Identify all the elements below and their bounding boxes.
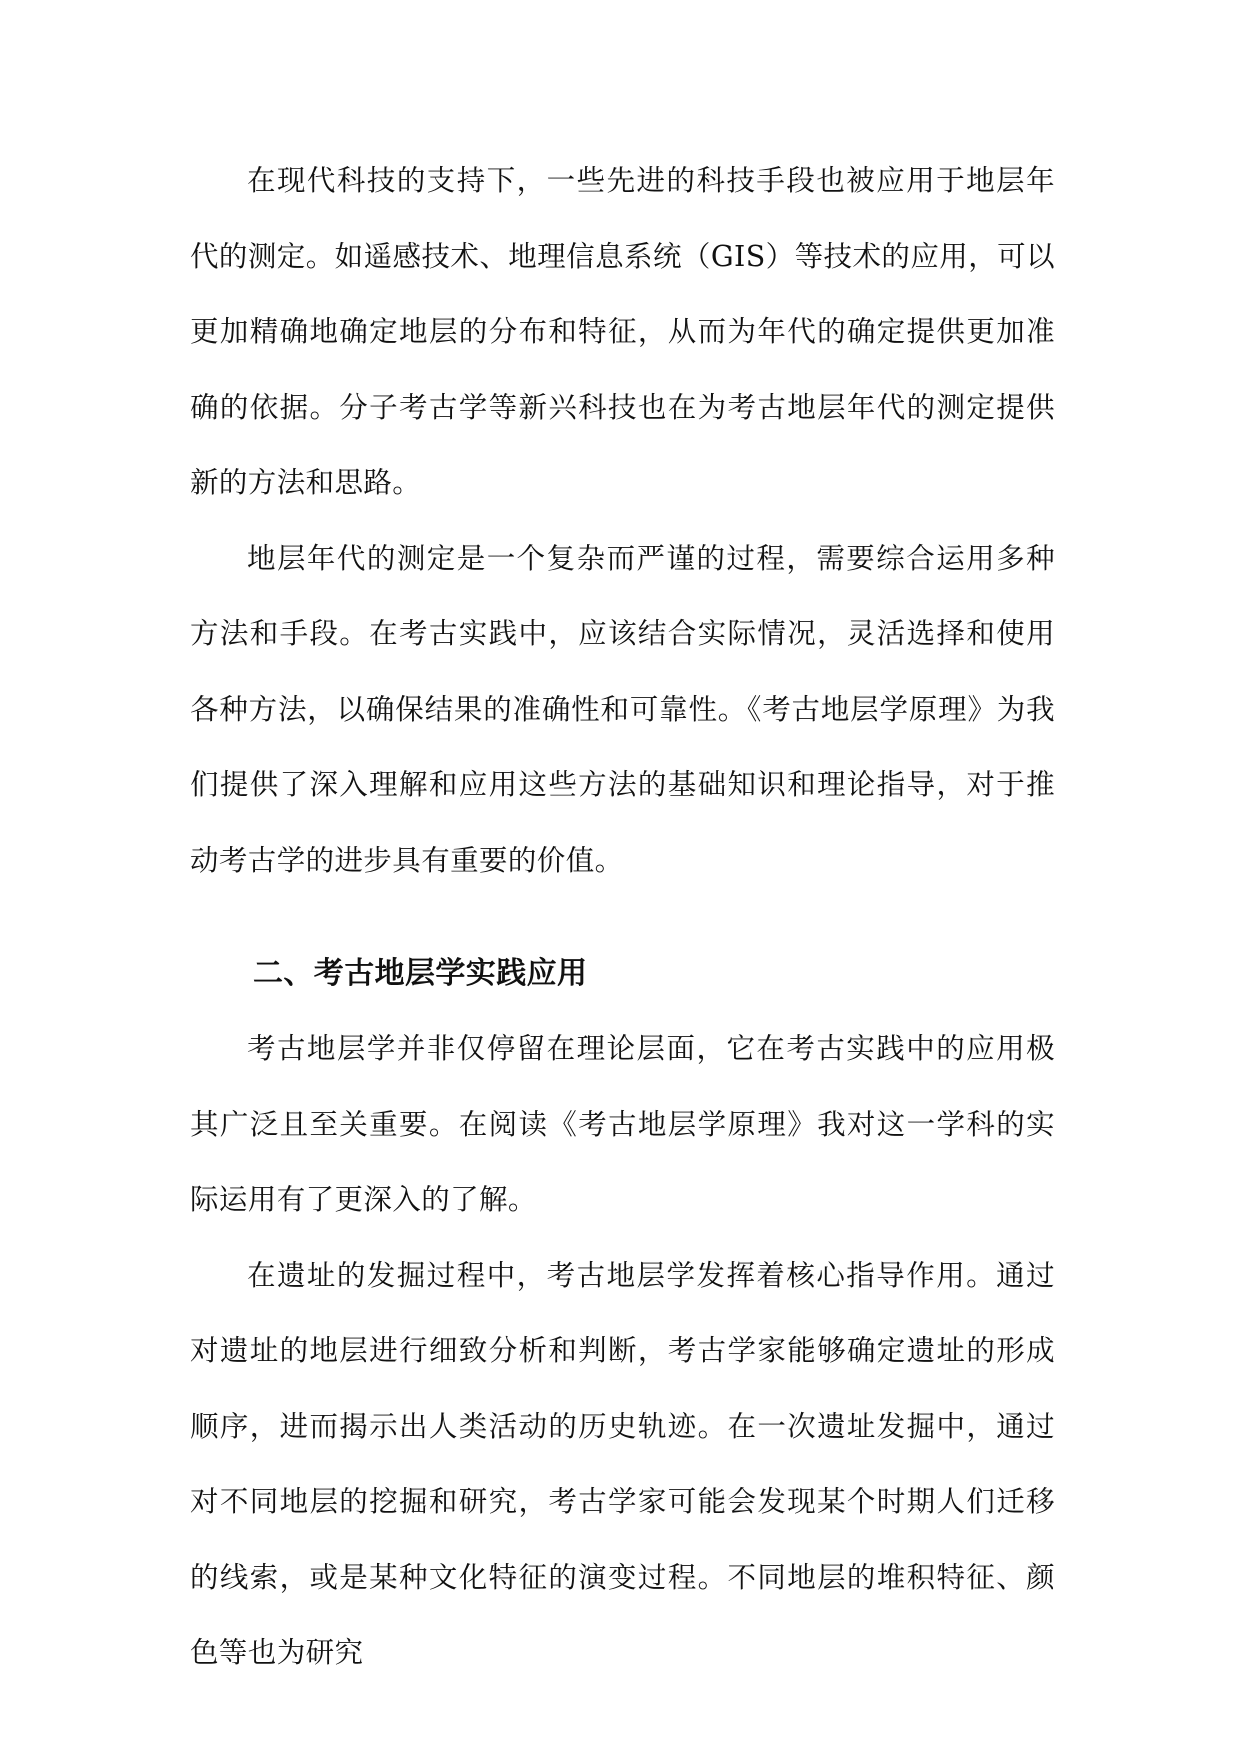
paragraph-practice-intro: 考古地层学并非仅停留在理论层面，它在考古实践中的应用极其广泛且至关重要。在阅读《考古地层学原理》我对这一学科的实际运用有了更深入的了解。	[190, 1032, 1055, 1216]
paragraph-modern-tech: 在现代科技的支持下，一些先进的科技手段也被应用于地层年代的测定。如遥感技术、地理信息系统（GIS）等技术的应用，可以更加精确地确定地层的分布和特征，从而为年代的确定提供更加准确的依据。分子考古学等新兴科技也在为考古地层年代的测定提供新的方法和思路。	[190, 164, 1055, 499]
paragraph-excavation: 在遗址的发掘过程中，考古地层学发挥着核心指导作用。通过对遗址的地层进行细致分析和判断，考古学家能够确定遗址的形成顺序，进而揭示出人类活动的历史轨迹。在一次遗址发掘中，通过对不同地层的挖掘和研究，考古学家可能会发现某个时期人们迁移的线索，或是某种文化特征的演变过程。不同地层的堆积特征、颜色等也为研究	[190, 1258, 1055, 1669]
section-heading: 二、考古地层学实践应用	[253, 956, 588, 991]
section-spacer	[190, 898, 1055, 936]
paragraph-dating-process: 地层年代的测定是一个复杂而严谨的过程，需要综合运用多种方法和手段。在考古实践中，应该结合实际情况，灵活选择和使用各种方法，以确保结果的准确性和可靠性。《考古地层学原理》为我们提供了深入理解和应用这些方法的基础知识和理论指导，对于推动考古学的进步具有重要的价值。	[190, 541, 1055, 877]
page-content	[190, 143, 1055, 1691]
